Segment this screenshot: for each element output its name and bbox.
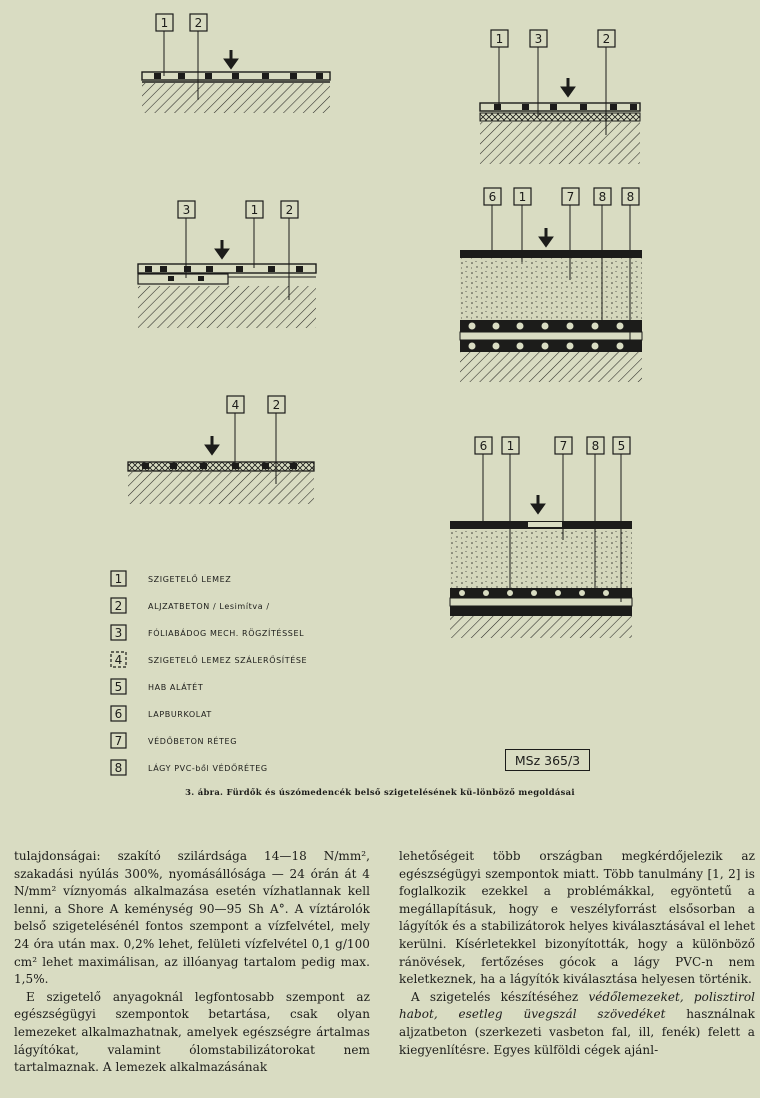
callout-label: 2 <box>285 203 294 217</box>
svg-text:7: 7 <box>114 734 123 748</box>
diagram-1 <box>142 14 330 113</box>
load-arrow-icon <box>563 78 573 95</box>
text-column-right <box>399 848 755 1059</box>
svg-text:6: 6 <box>114 707 123 721</box>
paragraph-text: A szigetelés készítéséhez <box>411 989 589 1004</box>
svg-text:HAB ALÁTÉT: HAB ALÁTÉT <box>148 683 204 692</box>
svg-text:LÁGY PVC-ből VÉDŐRÉTEG: LÁGY PVC-ből VÉDŐRÉTEG <box>148 764 268 773</box>
svg-text:LAPBURKOLAT: LAPBURKOLAT <box>148 710 212 719</box>
paragraph: tulajdonságai: szakító szilárdsága 14—18 N/mm², szakadási nyúlás 300%, nyomásállósága — 24 órán át 4 N/mm² víznyomás alkalmazása esetén vízhatlannak kell lenni, a Shore A keménység 90—95 Sh A°. A víztárolók belső szigetelésénél fontos szempont a vízfelvétel, mely 24 óra után max. 0,2% lehet, felületi vízfelvétel 0,1 g/100 cm² lehet maximálisan, az illóanyag tartalom pedig max. 1,5%. <box>14 849 370 987</box>
svg-text:SZIGETELŐ LEMEZ: SZIGETELŐ LEMEZ <box>148 575 232 584</box>
legend-item <box>111 706 212 721</box>
standard-reference: MSz 365/3 <box>505 749 590 771</box>
emphasis-text: védőlemezeket, polisztirol habot, esetleg üvegszál szövedéket <box>399 989 756 1022</box>
legend-item <box>111 652 307 667</box>
load-arrow-icon <box>207 436 217 453</box>
callout-label: 2 <box>194 16 203 30</box>
diagram-5 <box>128 396 314 504</box>
callout-label: 1 <box>160 16 169 30</box>
callout-label: 1 <box>250 203 259 217</box>
caption-text: Fürdők és úszómedencék belső szigetelésének kü-lönböző megoldásai <box>226 787 575 797</box>
load-arrow-icon <box>533 495 543 512</box>
callout-label: 8 <box>626 190 635 204</box>
svg-text:1: 1 <box>114 572 123 586</box>
caption-label: 3. ábra. <box>185 787 224 797</box>
callout-label: 7 <box>566 190 575 204</box>
callout-label: 6 <box>479 439 488 453</box>
diagram-6 <box>450 437 632 638</box>
callout-label: 2 <box>602 32 611 46</box>
svg-text:FÓLIABÁDOG MECH. RÖGZÍTÉSSEL: FÓLIABÁDOG MECH. RÖGZÍTÉSSEL <box>148 629 305 638</box>
substrate-hatch <box>142 83 330 113</box>
load-arrow-icon <box>226 50 236 67</box>
svg-text:3: 3 <box>114 626 123 640</box>
diagram-4 <box>460 188 642 382</box>
text-column-left <box>14 848 370 1077</box>
paragraph: E szigetelő anyagoknál legfontosabb szempont az egészségügyi szempontok betartása, csak olyan lemezeket alkalmazhatnak, amelyek egészségre ártalmas lágyítókat, valamint ólomstabilizátorokat nem tartalmaznak. A lemezek alkalmazásának <box>14 989 370 1075</box>
callout-label: 3 <box>182 203 191 217</box>
load-arrow-icon <box>217 240 227 257</box>
callout-label: 8 <box>598 190 607 204</box>
legend-item <box>111 760 268 775</box>
legend-item <box>111 733 237 748</box>
legend-item <box>111 571 231 586</box>
paragraph <box>399 989 755 1059</box>
svg-text:VÉDŐBETON RÉTEG: VÉDŐBETON RÉTEG <box>148 737 237 746</box>
legend-item <box>111 625 304 640</box>
callout-label: 5 <box>617 439 626 453</box>
callout-label: 7 <box>559 439 568 453</box>
svg-text:2: 2 <box>114 599 123 613</box>
callout-label: 8 <box>591 439 600 453</box>
callout-label: 1 <box>495 32 504 46</box>
svg-text:8: 8 <box>114 761 123 775</box>
figure-caption <box>180 786 580 799</box>
diagram-2 <box>480 30 640 164</box>
callout-label: 2 <box>272 398 281 412</box>
legend-item <box>111 679 203 694</box>
legend-item <box>111 598 270 613</box>
callout-label: 3 <box>534 32 543 46</box>
svg-text:5: 5 <box>114 680 123 694</box>
svg-text:4: 4 <box>114 653 123 667</box>
paragraph-text: használnak aljzatbeton (szerkezeti vasbeton fal, ill, fenék) felett a kiegyenlítésre. Egyes külföldi cégek ajánl- <box>399 1007 755 1057</box>
svg-text:ALJZATBETON / Lesimítva /: ALJZATBETON / Lesimítva / <box>148 602 270 611</box>
svg-text:SZIGETELŐ LEMEZ SZÁLERŐSÍTÉSE: SZIGETELŐ LEMEZ SZÁLERŐSÍTÉSE <box>148 656 308 665</box>
paragraph: lehetőségeit több országban megkérdőjelezik az egészségügyi szempontok miatt. Több tanulmány [1, 2] is foglalkozik ezekkel a problémákkal, egyöntetű a megállapításuk, hogy e veszélyforrást elsősorban a lágyítók és a stabilizátorok helyes kiválasztásával el lehet kerülni. Kísérletekkel bizonyították, hogy a különböző ránövések, fertőzéses gócok a lágy PVC-n nem keletkeznek, ha a lágyítók kiválasztása helyesen történik. <box>399 849 755 987</box>
callout-label: 1 <box>506 439 515 453</box>
load-arrow-icon <box>541 228 551 245</box>
callout-label: 4 <box>231 398 240 412</box>
callout-label: 6 <box>488 190 497 204</box>
legend <box>111 571 307 775</box>
callout-label: 1 <box>518 190 527 204</box>
diagram-3 <box>138 201 316 328</box>
